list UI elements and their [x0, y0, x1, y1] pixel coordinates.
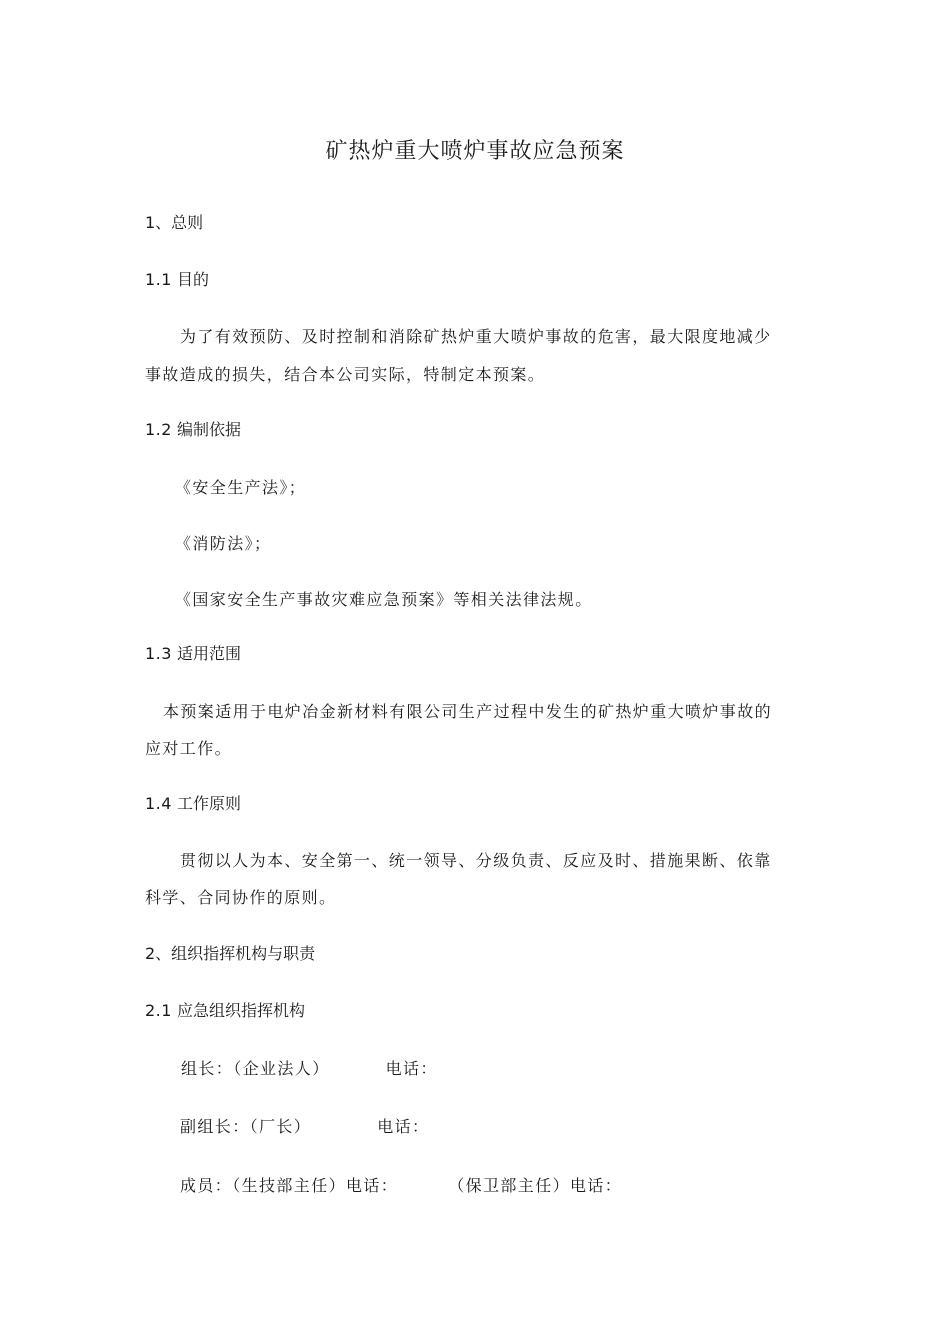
deputy-leader-label: 副组长：（厂长）: [180, 1117, 312, 1136]
section-2-1-label: 应急组织指挥机构: [177, 1001, 306, 1020]
section-1-text: 1、总则: [145, 213, 204, 232]
purpose-paragraph-line-2: 事故造成的损失，结合本公司实际，特制定本预案。: [145, 365, 546, 384]
section-1-4-number: 1.4: [145, 794, 172, 813]
leader-label: 组长：（企业法人）: [181, 1059, 330, 1078]
members-row: [180, 1175, 622, 1197]
members-label-2: （保卫部主任）电话：: [448, 1176, 623, 1195]
leader-row: [181, 1058, 438, 1080]
section-1-3-number: 1.3: [145, 644, 172, 663]
deputy-leader-row: [180, 1116, 429, 1138]
members-label: 成员：（生技部主任）电话：: [180, 1176, 399, 1195]
basis-item-3: 《国家安全生产事故灾难应急预案》等相关法律法规。: [175, 590, 593, 609]
scope-paragraph-line-1: 本预案适用于电炉冶金新材料有限公司生产过程中发生的矿热炉重大喷炉事故的: [163, 702, 773, 721]
leader-phone-label: 电话：: [385, 1059, 438, 1078]
section-1-1-label: 目的: [177, 270, 210, 289]
section-1-2-heading: [145, 419, 241, 441]
section-1-3-label: 适用范围: [177, 644, 242, 663]
section-2-text: 2、组织指挥机构与职责: [145, 944, 316, 963]
section-1-3-heading: [145, 643, 241, 665]
principle-paragraph-line-1: 贯彻以人为本、安全第一、统一领导、分级负责、反应及时、措施果断、依靠: [180, 851, 772, 870]
deputy-leader-phone-label: 电话：: [377, 1117, 430, 1136]
principle-paragraph-line-2: 科学、合同协作的原则。: [145, 888, 337, 907]
section-2-1-number: 2.1: [145, 1001, 172, 1020]
basis-item-1: 《安全生产法》；: [175, 478, 307, 497]
section-1-4-heading: [145, 793, 241, 815]
scope-paragraph-line-2: 应对工作。: [145, 739, 233, 758]
section-1-1-heading: [145, 269, 209, 291]
section-1-4-label: 工作原则: [177, 794, 242, 813]
section-1-heading: [145, 212, 203, 234]
section-2-1-heading: [145, 1000, 305, 1022]
section-1-2-number: 1.2: [145, 420, 172, 439]
document-title: 矿热炉重大喷炉事故应急预案: [325, 139, 625, 164]
purpose-paragraph-line-1: 为了有效预防、及时控制和消除矿热炉重大喷炉事故的危害，最大限度地减少: [180, 327, 772, 346]
section-1-2-label: 编制依据: [177, 420, 242, 439]
basis-item-2: 《消防法》；: [175, 534, 272, 553]
section-2-heading: [145, 943, 315, 965]
section-1-1-number: 1.1: [145, 270, 172, 289]
